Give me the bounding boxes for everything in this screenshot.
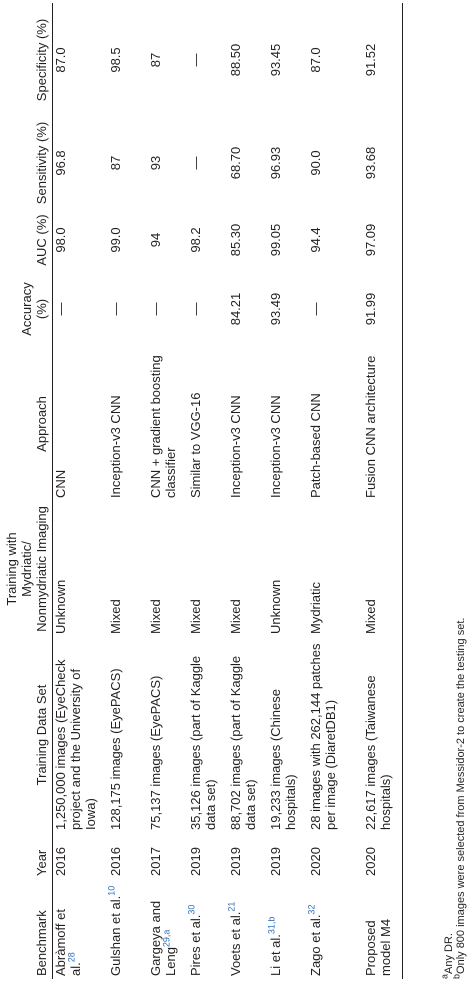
- cell-accuracy: —: [147, 302, 163, 316]
- table-header-row: [4, 3, 53, 979]
- cell-year: 2019: [187, 847, 203, 876]
- cell-benchmark: Abràmoff et al.$^{28}$: [53, 909, 83, 976]
- cell-training-data-set: 75,137 images (EyePACS): [147, 675, 163, 830]
- footnote-b: $^b$Only 800 images were selected from Messidor-2 to create the testing set.: [451, 617, 467, 979]
- cell-sensitivity: 68.70: [227, 146, 243, 180]
- cell-year: 2020: [363, 833, 403, 879]
- cell-auc: 99.05: [267, 223, 283, 257]
- table-row: [108, 3, 148, 979]
- header-training-with-imaging: Training with Mydriatic/ Nonmydriatic Imaging: [4, 501, 53, 637]
- header-specificity: Specificity (%): [4, 3, 53, 117]
- table-row: [188, 3, 228, 979]
- cell-benchmark: Pires et al.$^{30}$: [186, 904, 203, 976]
- cell-auc: 94.4: [307, 227, 323, 253]
- header-accuracy: Accuracy (%): [4, 271, 53, 347]
- cell-sensitivity: 96.8: [53, 150, 68, 176]
- table-body: [53, 3, 403, 979]
- cell-accuracy: —: [187, 302, 203, 316]
- cell-specificity: 98.5: [107, 47, 123, 73]
- cell-auc: 94: [147, 232, 163, 248]
- table-footnotes: [439, 617, 467, 979]
- table-row: [363, 3, 403, 979]
- header-approach: Approach: [4, 347, 53, 501]
- benchmark-comparison-table: [4, 3, 403, 979]
- cell-accuracy: —: [107, 302, 123, 316]
- cell-auc: 97.09: [363, 209, 403, 271]
- cell-imaging: Mixed: [187, 599, 203, 634]
- cell-auc: 98.0: [53, 227, 68, 253]
- cell-auc: 99.0: [107, 227, 123, 253]
- cell-training-data-set: 28 images with 262,144 patches per image (DiaretDB1): [307, 643, 338, 830]
- cell-accuracy: 91.99: [363, 271, 403, 347]
- cell-training-data-set: 22,617 images (Taiwanese hospitals): [363, 637, 403, 833]
- cell-year: 2019: [267, 847, 283, 876]
- cell-year: 2017: [147, 847, 163, 876]
- reference-link[interactable]: 30: [186, 904, 197, 915]
- cell-benchmark: Zago et al.$^{32}$: [306, 904, 323, 976]
- cell-imaging: Mixed: [363, 501, 403, 637]
- cell-approach: Patch-based CNN: [307, 393, 323, 498]
- cell-imaging: Mydriatic: [307, 581, 323, 634]
- cell-specificity: 87.0: [53, 47, 68, 73]
- cell-specificity: 87: [147, 52, 163, 68]
- header-auc: AUC (%): [4, 209, 53, 271]
- cell-approach: CNN + gradient boosting classifier: [147, 355, 178, 498]
- cell-sensitivity: 93: [147, 155, 163, 171]
- cell-accuracy: 93.49: [267, 292, 283, 326]
- cell-benchmark: Gulshan et al.$^{10}$: [106, 885, 123, 976]
- reference-link[interactable]: 29,a: [161, 929, 172, 948]
- cell-sensitivity: —: [187, 156, 203, 170]
- cell-sensitivity: 87: [107, 155, 123, 171]
- cell-specificity: 87.0: [307, 47, 323, 73]
- cell-sensitivity: 96.93: [267, 146, 283, 180]
- cell-approach: Inception-v3 CNN: [267, 395, 283, 498]
- cell-year: 2016: [107, 847, 123, 876]
- cell-approach: Inception-v3 CNN: [107, 395, 123, 498]
- cell-imaging: Unknown: [53, 579, 68, 634]
- cell-approach: Fusion CNN architecture: [363, 347, 403, 501]
- cell-accuracy: 84.21: [227, 292, 243, 326]
- cell-year: 2019: [227, 847, 243, 876]
- reference-link[interactable]: 31,b: [266, 916, 277, 935]
- table-row: [53, 3, 108, 979]
- cell-year: 2016: [53, 847, 68, 876]
- table-row: [308, 3, 363, 979]
- cell-training-data-set: 19,233 images (Chinese hospitals): [267, 689, 298, 830]
- reference-link[interactable]: 32: [306, 904, 317, 915]
- reference-link[interactable]: 21: [226, 901, 237, 912]
- cell-accuracy: —: [307, 302, 323, 316]
- cell-training-data-set: 35,126 images (part of Kaggle data set): [187, 655, 218, 830]
- reference-link[interactable]: 28: [66, 952, 77, 963]
- cell-specificity: —: [187, 53, 203, 67]
- cell-specificity: 93.45: [267, 43, 283, 77]
- table-row: [228, 3, 268, 979]
- cell-imaging: Mixed: [107, 599, 123, 634]
- cell-training-data-set: 128,175 images (EyePACS): [107, 668, 123, 830]
- table-row: [148, 3, 188, 979]
- cell-specificity: 91.52: [363, 3, 403, 117]
- cell-year: 2020: [307, 847, 323, 876]
- cell-approach: Similar to VGG-16: [187, 392, 203, 498]
- cell-approach: Inception-v3 CNN: [227, 395, 243, 498]
- cell-benchmark: Li et al.$^{31,b}$: [266, 916, 283, 976]
- cell-specificity: 88.50: [227, 43, 243, 77]
- footnote-a: $^a$Any DR.: [439, 933, 455, 979]
- cell-sensitivity: 90.0: [307, 150, 323, 176]
- cell-training-data-set: 88,702 images (part of Kaggle data set): [227, 655, 258, 830]
- cell-benchmark: Proposed model M4: [363, 879, 403, 979]
- header-benchmark: Benchmark: [4, 879, 53, 979]
- cell-auc: 98.2: [187, 227, 203, 253]
- header-training-data-set: Training Data Set: [4, 637, 53, 833]
- cell-imaging: Mixed: [147, 599, 163, 634]
- table-row: [268, 3, 308, 979]
- cell-training-data-set: 1,250,000 images (EyeCheck project and the University of Iowa): [53, 659, 98, 830]
- cell-imaging: Mixed: [227, 599, 243, 634]
- cell-benchmark: Gargeya and Leng$^{29,a}$: [147, 900, 178, 976]
- header-sensitivity: Sensitivity (%): [4, 117, 53, 209]
- cell-accuracy: —: [53, 302, 68, 316]
- reference-link[interactable]: 10: [106, 885, 117, 896]
- header-year: Year: [4, 833, 53, 879]
- cell-auc: 85.30: [227, 223, 243, 257]
- cell-approach: CNN: [53, 469, 68, 498]
- cell-benchmark: Voets et al.$^{21}$: [226, 901, 243, 976]
- cell-sensitivity: 93.68: [363, 117, 403, 209]
- cell-imaging: Unknown: [267, 579, 283, 634]
